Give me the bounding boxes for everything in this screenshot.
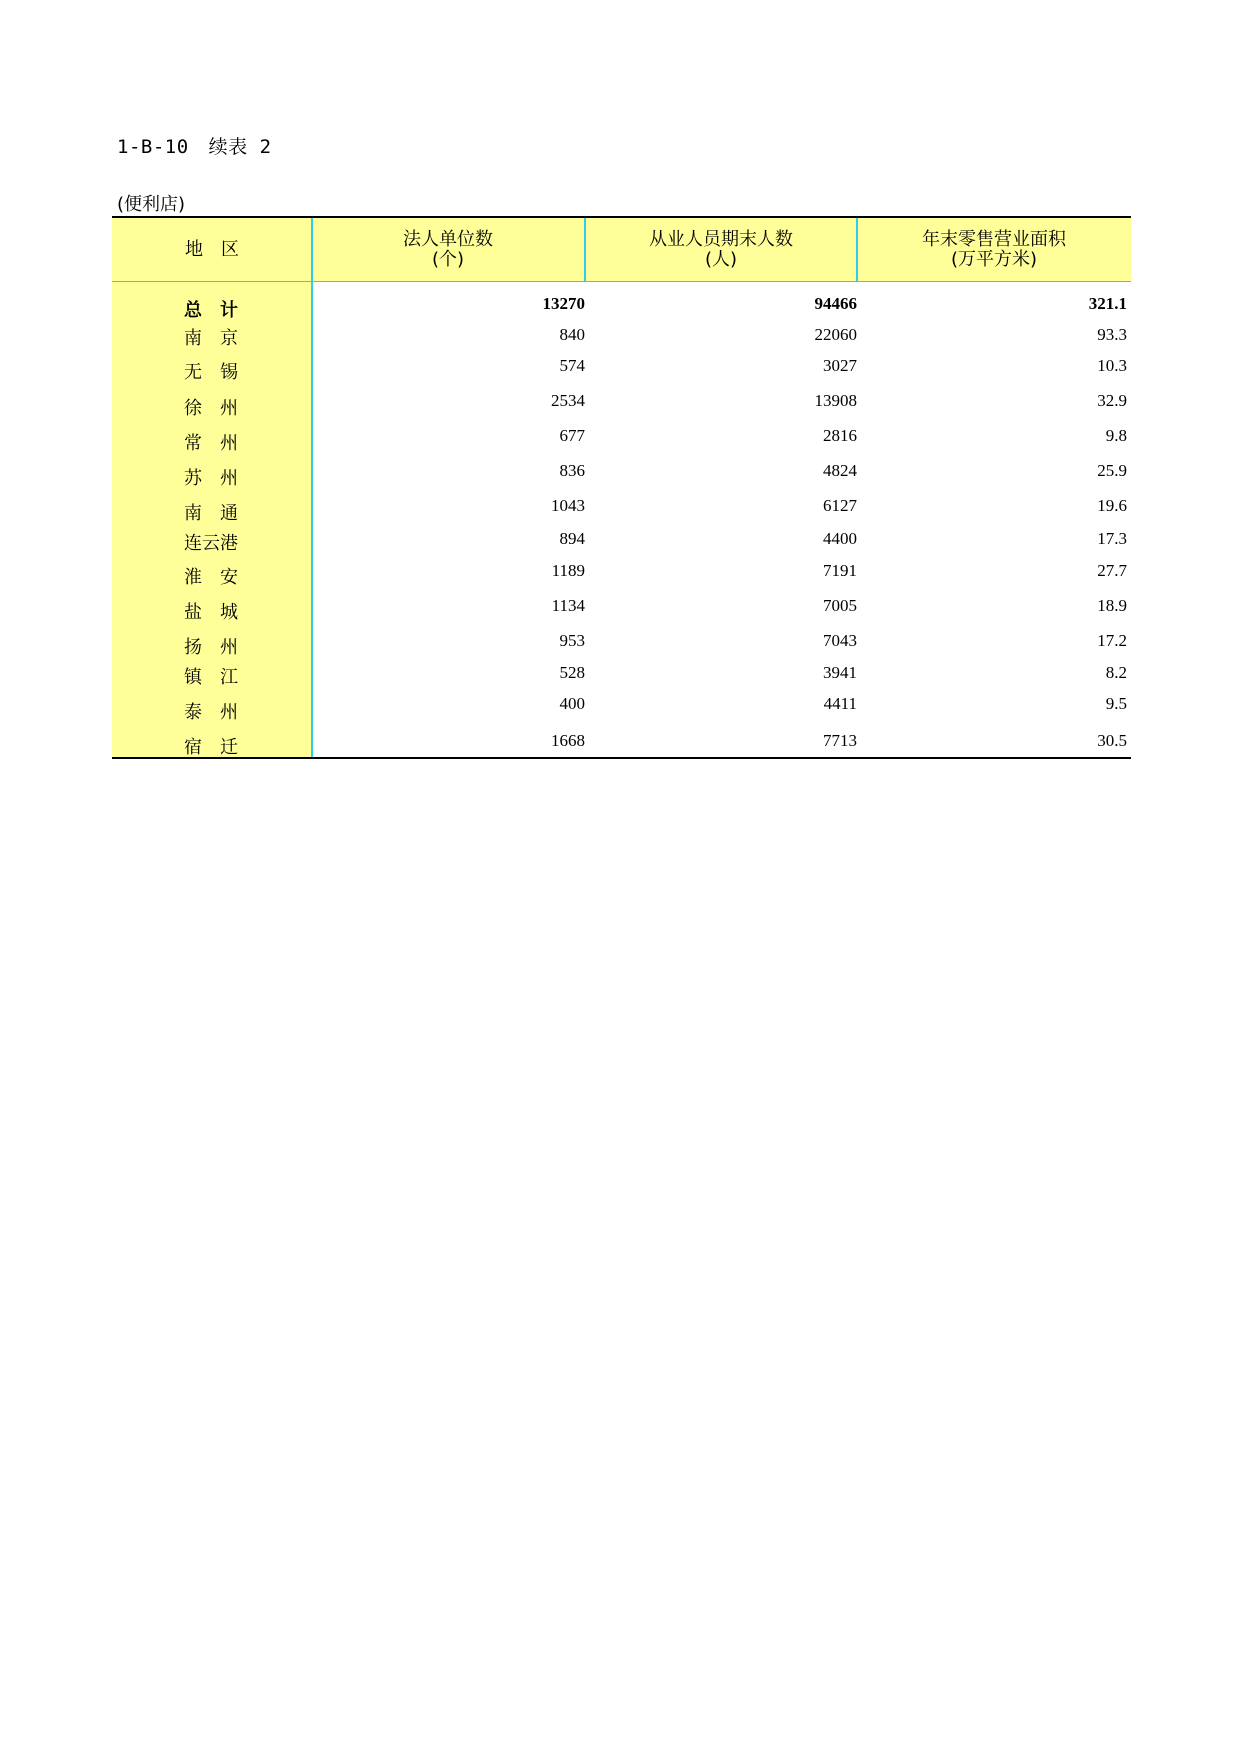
area-cell: 8.2 — [1105, 663, 1127, 682]
region-cell: 淮 安 — [184, 567, 238, 588]
units-cell: 2534 — [551, 391, 585, 410]
area-cell: 17.2 — [1097, 631, 1127, 650]
units-cell: 1189 — [551, 561, 585, 580]
units-cell: 528 — [559, 663, 585, 682]
units-cell: 840 — [559, 325, 585, 344]
region-cell: 扬 州 — [184, 637, 238, 658]
employees-cell: 7713 — [823, 731, 857, 750]
header-label: 法人单位数 — [403, 228, 493, 250]
header-area — [857, 218, 1131, 281]
employees-cell: 22060 — [814, 325, 857, 344]
table-continuation-label: 续表 2 — [208, 136, 272, 158]
employees-cell: 94466 — [814, 294, 857, 313]
units-cell: 1668 — [551, 731, 585, 750]
region-cell: 总 计 — [184, 300, 238, 321]
units-cell: 1043 — [551, 496, 585, 515]
header-unit: (人) — [704, 248, 738, 270]
units-cell: 677 — [559, 426, 585, 445]
region-cell: 镇 江 — [184, 667, 238, 688]
area-cell: 30.5 — [1097, 731, 1127, 750]
header-divider — [112, 281, 1131, 282]
table-code: 1-B-10 — [117, 136, 189, 158]
area-cell: 18.9 — [1097, 596, 1127, 615]
units-cell: 894 — [559, 529, 585, 548]
employees-cell: 7191 — [823, 561, 857, 580]
area-cell: 32.9 — [1097, 391, 1127, 410]
area-cell: 9.5 — [1105, 694, 1127, 713]
header-label: 年末零售营业面积 — [922, 228, 1066, 250]
region-cell: 盐 城 — [184, 602, 238, 623]
region-cell: 宿 迁 — [184, 737, 238, 758]
area-cell: 9.8 — [1105, 426, 1127, 445]
table-subtitle: (便利店) — [117, 194, 186, 215]
header-unit: (万平方米) — [950, 248, 1038, 270]
region-cell: 常 州 — [184, 433, 238, 454]
area-cell: 10.3 — [1097, 356, 1127, 375]
units-cell: 1134 — [551, 596, 585, 615]
employees-cell: 4824 — [823, 461, 857, 480]
employees-cell: 3027 — [823, 356, 857, 375]
header-label: 从业人员期末人数 — [649, 228, 793, 250]
area-cell: 27.7 — [1097, 561, 1127, 580]
units-cell: 953 — [559, 631, 585, 650]
region-cell: 苏 州 — [184, 468, 238, 489]
header-units — [312, 218, 584, 281]
region-cell: 连云港 — [184, 533, 238, 554]
header-employees — [585, 218, 857, 281]
area-cell: 17.3 — [1097, 529, 1127, 548]
area-cell: 321.1 — [1088, 294, 1127, 313]
units-cell: 400 — [559, 694, 585, 713]
employees-cell: 6127 — [823, 496, 857, 515]
table-title — [117, 132, 272, 159]
header-region — [112, 218, 312, 281]
employees-cell: 13908 — [814, 391, 857, 410]
region-cell: 无 锡 — [184, 362, 238, 383]
column-divider — [311, 218, 313, 757]
employees-cell: 2816 — [823, 426, 857, 445]
units-cell: 13270 — [542, 294, 585, 313]
header-label: 地 区 — [185, 238, 239, 260]
area-cell: 93.3 — [1097, 325, 1127, 344]
header-unit: (个) — [431, 248, 465, 270]
area-cell: 25.9 — [1097, 461, 1127, 480]
region-cell: 南 通 — [184, 503, 238, 524]
employees-cell: 7005 — [823, 596, 857, 615]
region-cell: 徐 州 — [184, 398, 238, 419]
employees-cell: 3941 — [823, 663, 857, 682]
employees-cell: 4411 — [823, 694, 857, 713]
employees-cell: 7043 — [823, 631, 857, 650]
units-cell: 836 — [559, 461, 585, 480]
units-cell: 574 — [559, 356, 585, 375]
region-cell: 泰 州 — [184, 702, 238, 723]
employees-cell: 4400 — [823, 529, 857, 548]
region-cell: 南 京 — [184, 328, 238, 349]
area-cell: 19.6 — [1097, 496, 1127, 515]
statistics-table — [112, 216, 1131, 759]
